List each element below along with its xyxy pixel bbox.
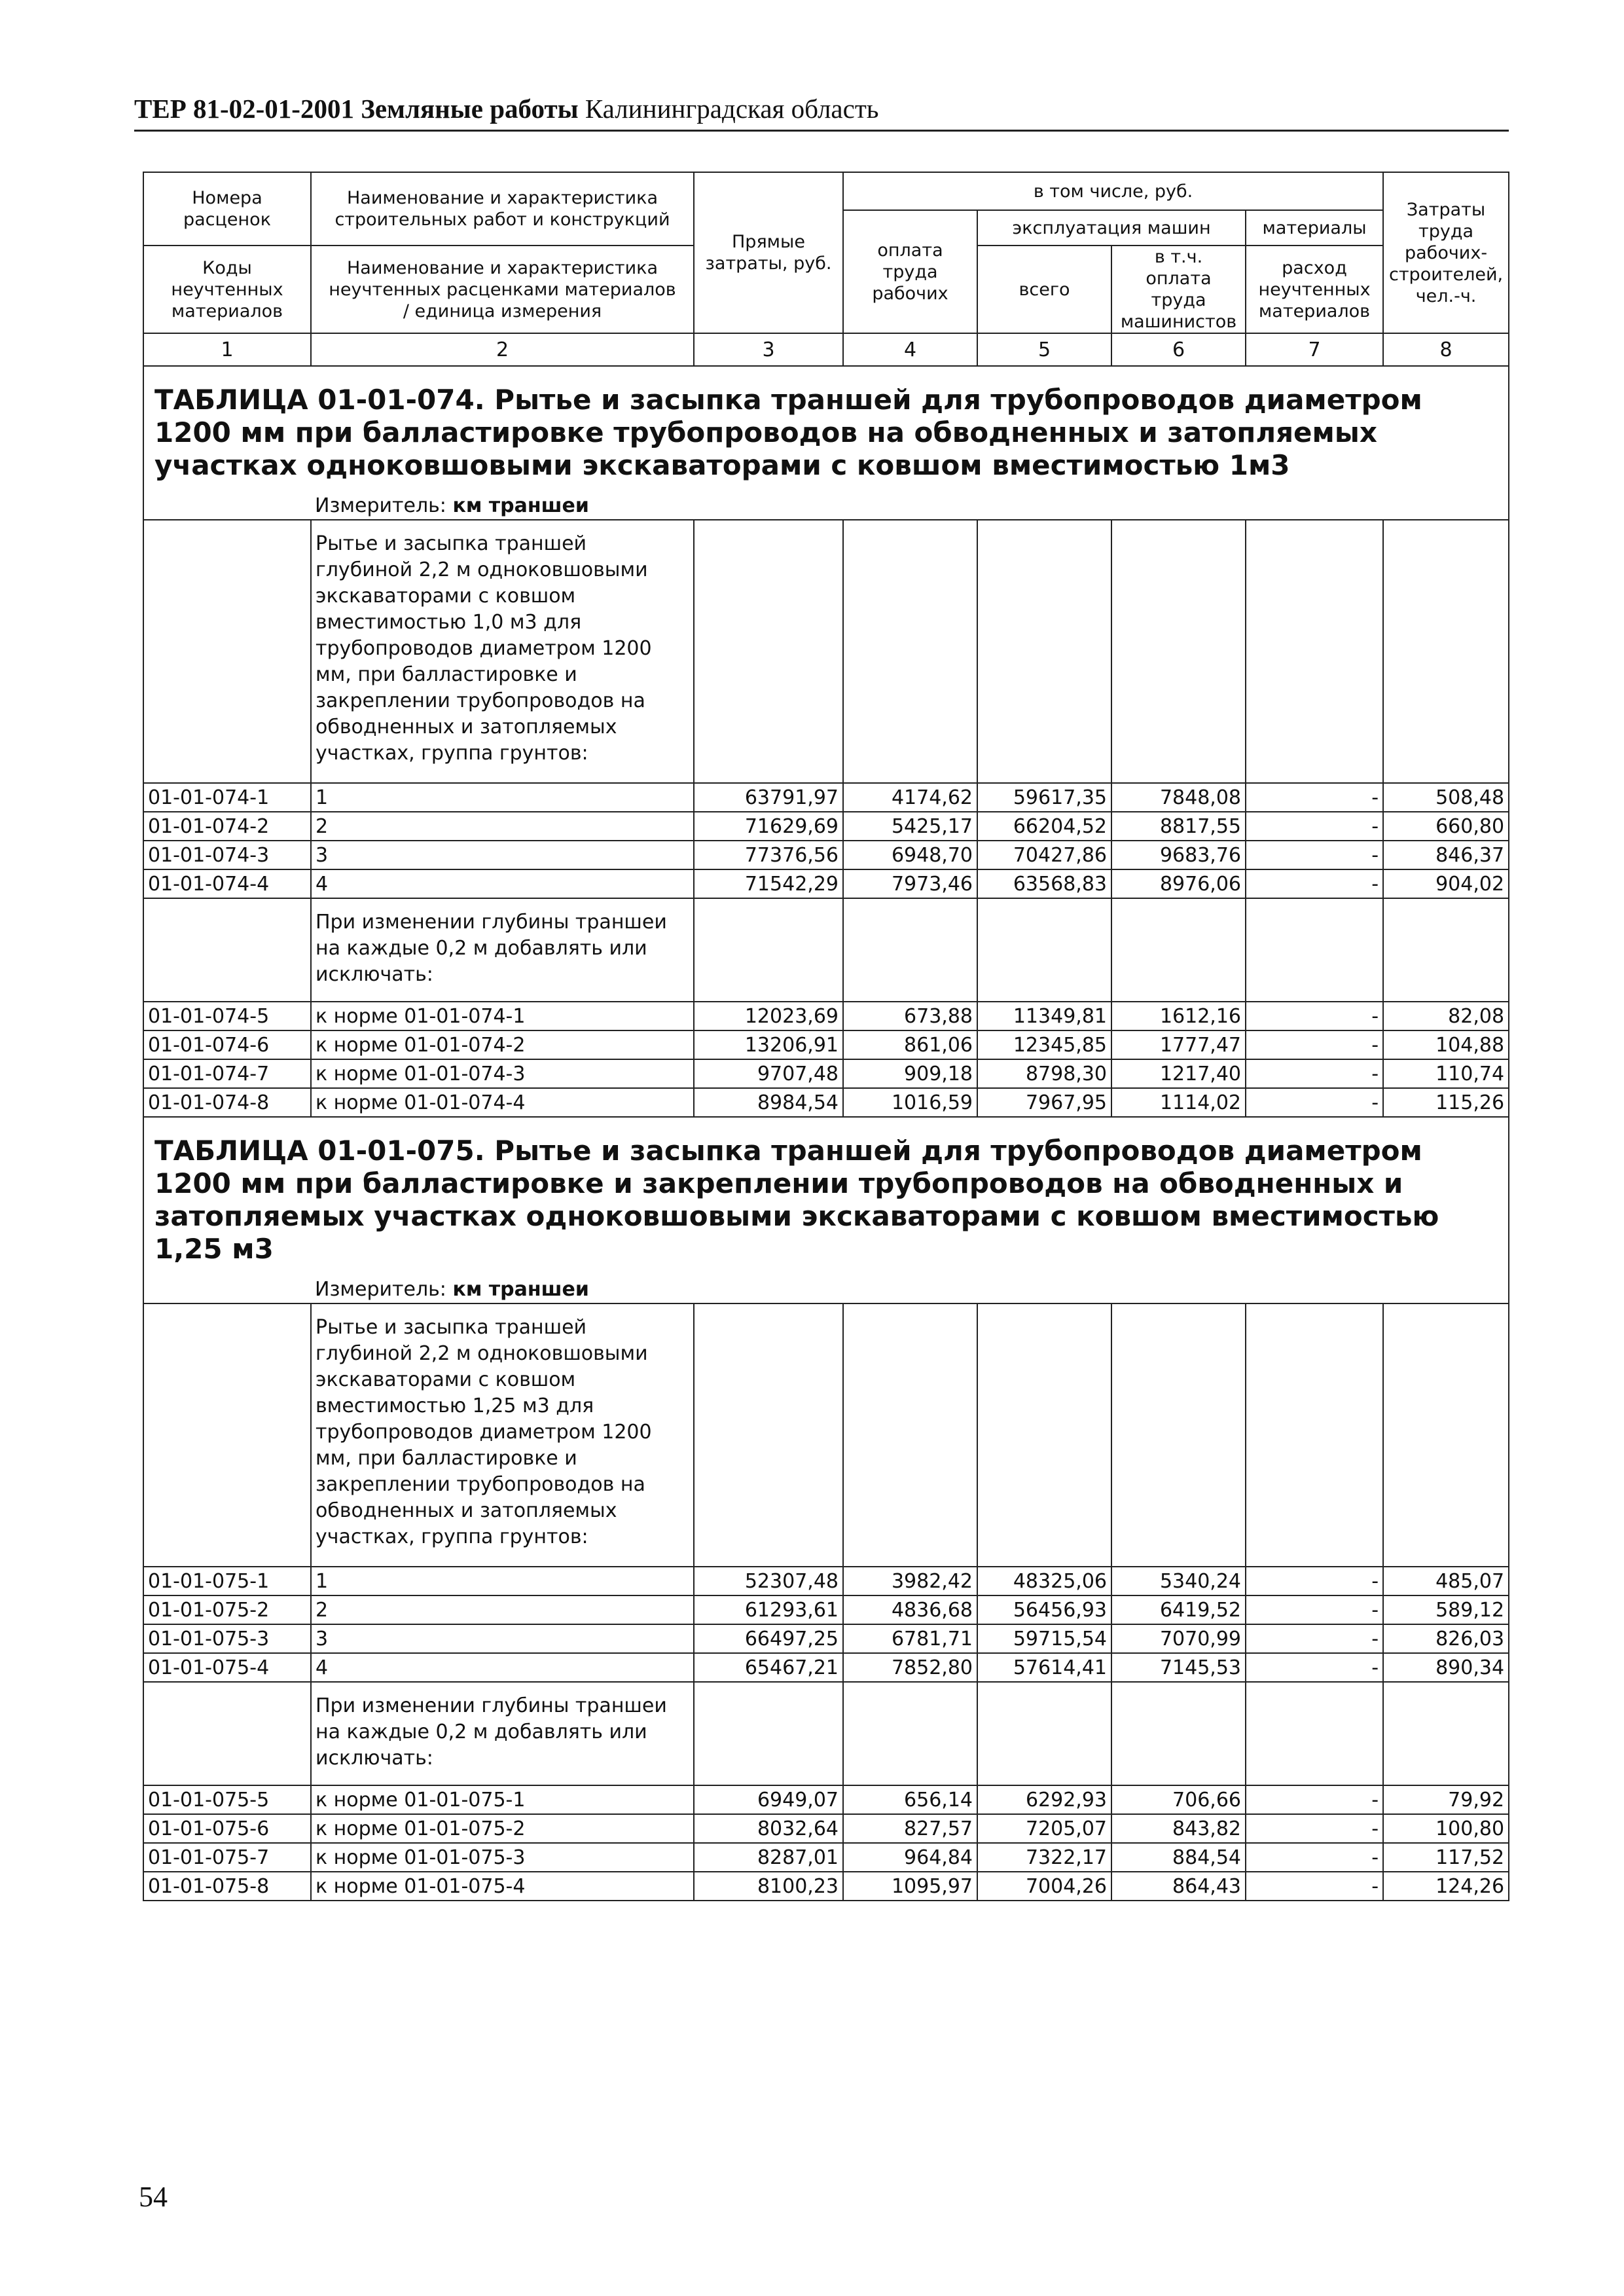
table-row xyxy=(143,1653,1509,1682)
header-labor-costs: Затраты труда рабочих- строителей, чел.-ч. xyxy=(1383,172,1509,333)
soil-group-cell: к норме 01-01-074-2 xyxy=(311,1030,694,1059)
machines-total-cell: 66204,52 xyxy=(977,812,1111,841)
empty-cell xyxy=(843,1303,977,1567)
empty-cell xyxy=(843,520,977,783)
machines-total-cell: 63568,83 xyxy=(977,869,1111,898)
table-title-row xyxy=(143,1117,1509,1275)
direct-costs-cell: 66497,25 xyxy=(694,1624,843,1653)
machinist-wages-cell: 864,43 xyxy=(1111,1872,1246,1901)
document-code-title: ТЕР 81-02-01-2001 Земляные работы xyxy=(134,94,579,124)
rate-code-cell: 01-01-075-3 xyxy=(143,1624,311,1653)
materials-cell: - xyxy=(1246,1843,1383,1872)
table-row xyxy=(143,1088,1509,1117)
materials-cell: - xyxy=(1246,812,1383,841)
rate-code-cell: 01-01-074-7 xyxy=(143,1059,311,1088)
direct-costs-cell: 65467,21 xyxy=(694,1653,843,1682)
machinist-wages-cell: 7145,53 xyxy=(1111,1653,1246,1682)
table-row xyxy=(143,1872,1509,1901)
rate-code-cell: 01-01-075-6 xyxy=(143,1814,311,1843)
measure-value: км траншеи xyxy=(452,1278,589,1301)
column-number: 3 xyxy=(694,333,843,366)
soil-group-cell: к норме 01-01-075-1 xyxy=(311,1785,694,1814)
labor-costs-cell: 660,80 xyxy=(1383,812,1509,841)
header-direct-costs: Прямые затраты, руб. xyxy=(694,172,843,333)
rate-code-cell: 01-01-074-6 xyxy=(143,1030,311,1059)
machinist-wages-cell: 706,66 xyxy=(1111,1785,1246,1814)
rate-code-cell: 01-01-075-5 xyxy=(143,1785,311,1814)
direct-costs-cell: 12023,69 xyxy=(694,1002,843,1030)
direct-costs-cell: 8032,64 xyxy=(694,1814,843,1843)
empty-cell xyxy=(843,898,977,1002)
wages-cell: 4836,68 xyxy=(843,1595,977,1624)
wages-cell: 827,57 xyxy=(843,1814,977,1843)
labor-costs-cell: 508,48 xyxy=(1383,783,1509,812)
direct-costs-cell: 6949,07 xyxy=(694,1785,843,1814)
table-row xyxy=(143,1814,1509,1843)
machines-total-cell: 6292,93 xyxy=(977,1785,1111,1814)
machines-total-cell: 7205,07 xyxy=(977,1814,1111,1843)
table-title: ТАБЛИЦА 01-01-074. Рытье и засыпка траншей для трубопроводов диаметром 1200 мм при балластировке трубопроводов на обводненных и затопляемых участках одноковшовыми экскаваторами с ковшом вместимостью 1м3 xyxy=(143,366,1509,491)
wages-cell: 1095,97 xyxy=(843,1872,977,1901)
soil-group-cell: 2 xyxy=(311,1595,694,1624)
rates-table-body xyxy=(143,172,1509,1901)
column-numbers-row xyxy=(143,333,1509,366)
materials-cell: - xyxy=(1246,783,1383,812)
materials-cell: - xyxy=(1246,1814,1383,1843)
labor-costs-cell: 115,26 xyxy=(1383,1088,1509,1117)
rate-code-cell: 01-01-075-1 xyxy=(143,1567,311,1595)
header-wages: оплата труда рабочих xyxy=(843,210,977,333)
soil-group-cell: 1 xyxy=(311,783,694,812)
empty-cell xyxy=(694,520,843,783)
soil-group-cell: 1 xyxy=(311,1567,694,1595)
measure-value: км траншеи xyxy=(452,494,589,517)
measure-spacer xyxy=(143,491,311,520)
direct-costs-cell: 63791,97 xyxy=(694,783,843,812)
rate-code-cell: 01-01-075-8 xyxy=(143,1872,311,1901)
machinist-wages-cell: 6419,52 xyxy=(1111,1595,1246,1624)
table-row xyxy=(143,1567,1509,1595)
labor-costs-cell: 124,26 xyxy=(1383,1872,1509,1901)
measure-unit xyxy=(311,1275,1509,1303)
empty-cell xyxy=(694,898,843,1002)
measure-row xyxy=(143,1275,1509,1303)
measure-unit xyxy=(311,491,1509,520)
machinist-wages-cell: 1612,16 xyxy=(1111,1002,1246,1030)
machinist-wages-cell: 1114,02 xyxy=(1111,1088,1246,1117)
description-row xyxy=(143,1682,1509,1785)
header-machines: эксплуатация машин xyxy=(977,210,1246,246)
empty-cell xyxy=(977,1682,1111,1785)
table-row xyxy=(143,841,1509,869)
description-row xyxy=(143,898,1509,1002)
machinist-wages-cell: 1217,40 xyxy=(1111,1059,1246,1088)
materials-cell: - xyxy=(1246,1624,1383,1653)
machines-total-cell: 48325,06 xyxy=(977,1567,1111,1595)
wages-cell: 1016,59 xyxy=(843,1088,977,1117)
column-number: 6 xyxy=(1111,333,1246,366)
table-row xyxy=(143,812,1509,841)
description-code-cell xyxy=(143,520,311,783)
direct-costs-cell: 61293,61 xyxy=(694,1595,843,1624)
rate-code-cell: 01-01-074-2 xyxy=(143,812,311,841)
table-row xyxy=(143,1002,1509,1030)
column-number: 7 xyxy=(1246,333,1383,366)
header-material-codes: Коды неучтенных материалов xyxy=(143,246,311,333)
machinist-wages-cell: 5340,24 xyxy=(1111,1567,1246,1595)
empty-cell xyxy=(694,1682,843,1785)
table-row xyxy=(143,1595,1509,1624)
materials-cell: - xyxy=(1246,1785,1383,1814)
machines-total-cell: 57614,41 xyxy=(977,1653,1111,1682)
rate-code-cell: 01-01-075-4 xyxy=(143,1653,311,1682)
soil-group-cell: к норме 01-01-074-3 xyxy=(311,1059,694,1088)
empty-cell xyxy=(1111,1682,1246,1785)
header-work-name: Наименование и характеристика строительных работ и конструкций xyxy=(311,172,694,246)
table-row xyxy=(143,1785,1509,1814)
work-description: При изменении глубины траншеи на каждые 0,2 м добавлять или исключать: xyxy=(311,1682,694,1785)
rate-code-cell: 01-01-075-2 xyxy=(143,1595,311,1624)
wages-cell: 7973,46 xyxy=(843,869,977,898)
wages-cell: 656,14 xyxy=(843,1785,977,1814)
machines-total-cell: 7322,17 xyxy=(977,1843,1111,1872)
soil-group-cell: к норме 01-01-075-2 xyxy=(311,1814,694,1843)
soil-group-cell: 4 xyxy=(311,869,694,898)
machines-total-cell: 59715,54 xyxy=(977,1624,1111,1653)
labor-costs-cell: 100,80 xyxy=(1383,1814,1509,1843)
wages-cell: 964,84 xyxy=(843,1843,977,1872)
description-code-cell xyxy=(143,1303,311,1567)
description-row xyxy=(143,1303,1509,1567)
empty-cell xyxy=(1246,1303,1383,1567)
empty-cell xyxy=(1246,1682,1383,1785)
materials-cell: - xyxy=(1246,1567,1383,1595)
soil-group-cell: 4 xyxy=(311,1653,694,1682)
labor-costs-cell: 826,03 xyxy=(1383,1624,1509,1653)
labor-costs-cell: 890,34 xyxy=(1383,1653,1509,1682)
wages-cell: 7852,80 xyxy=(843,1653,977,1682)
soil-group-cell: к норме 01-01-074-1 xyxy=(311,1002,694,1030)
rate-code-cell: 01-01-074-1 xyxy=(143,783,311,812)
direct-costs-cell: 77376,56 xyxy=(694,841,843,869)
rate-code-cell: 01-01-074-5 xyxy=(143,1002,311,1030)
column-number: 5 xyxy=(977,333,1111,366)
rates-table xyxy=(143,172,1509,1901)
rate-code-cell: 01-01-074-3 xyxy=(143,841,311,869)
machines-total-cell: 8798,30 xyxy=(977,1059,1111,1088)
work-description: Рытье и засыпка траншей глубиной 2,2 м одноковшовыми экскаваторами с ковшом вместимостью 1,25 м3 для трубопроводов диаметром 1200 мм, при балластировке и закреплении трубопроводов на обводненных и затопляемых участках, группа грунтов: xyxy=(311,1303,694,1567)
soil-group-cell: к норме 01-01-075-3 xyxy=(311,1843,694,1872)
labor-costs-cell: 589,12 xyxy=(1383,1595,1509,1624)
document-region: Калининградская область xyxy=(585,94,879,124)
table-row xyxy=(143,869,1509,898)
empty-cell xyxy=(1246,520,1383,783)
wages-cell: 861,06 xyxy=(843,1030,977,1059)
page-number: 54 xyxy=(139,2181,168,2213)
header-materials: материалы xyxy=(1246,210,1383,246)
empty-cell xyxy=(843,1682,977,1785)
direct-costs-cell: 71629,69 xyxy=(694,812,843,841)
materials-cell: - xyxy=(1246,841,1383,869)
machines-total-cell: 56456,93 xyxy=(977,1595,1111,1624)
wages-cell: 6948,70 xyxy=(843,841,977,869)
soil-group-cell: к норме 01-01-074-4 xyxy=(311,1088,694,1117)
machinist-wages-cell: 7848,08 xyxy=(1111,783,1246,812)
machines-total-cell: 59617,35 xyxy=(977,783,1111,812)
empty-cell xyxy=(1383,898,1509,1002)
wages-cell: 4174,62 xyxy=(843,783,977,812)
labor-costs-cell: 117,52 xyxy=(1383,1843,1509,1872)
machinist-wages-cell: 8976,06 xyxy=(1111,869,1246,898)
empty-cell xyxy=(977,898,1111,1002)
machinist-wages-cell: 8817,55 xyxy=(1111,812,1246,841)
empty-cell xyxy=(1383,1303,1509,1567)
labor-costs-cell: 846,37 xyxy=(1383,841,1509,869)
wages-cell: 6781,71 xyxy=(843,1624,977,1653)
machines-total-cell: 70427,86 xyxy=(977,841,1111,869)
work-description: При изменении глубины траншеи на каждые 0,2 м добавлять или исключать: xyxy=(311,898,694,1002)
measure-spacer xyxy=(143,1275,311,1303)
document-header xyxy=(134,92,1509,126)
header-rate-numbers: Номера расценок xyxy=(143,172,311,246)
machinist-wages-cell: 843,82 xyxy=(1111,1814,1246,1843)
direct-costs-cell: 8287,01 xyxy=(694,1843,843,1872)
labor-costs-cell: 82,08 xyxy=(1383,1002,1509,1030)
table-row xyxy=(143,1624,1509,1653)
materials-cell: - xyxy=(1246,1002,1383,1030)
machines-total-cell: 7004,26 xyxy=(977,1872,1111,1901)
soil-group-cell: 2 xyxy=(311,812,694,841)
soil-group-cell: 3 xyxy=(311,841,694,869)
direct-costs-cell: 13206,91 xyxy=(694,1030,843,1059)
labor-costs-cell: 485,07 xyxy=(1383,1567,1509,1595)
soil-group-cell: к норме 01-01-075-4 xyxy=(311,1872,694,1901)
machines-total-cell: 12345,85 xyxy=(977,1030,1111,1059)
rate-code-cell: 01-01-075-7 xyxy=(143,1843,311,1872)
empty-cell xyxy=(977,1303,1111,1567)
materials-cell: - xyxy=(1246,869,1383,898)
machinist-wages-cell: 1777,47 xyxy=(1111,1030,1246,1059)
empty-cell xyxy=(1111,520,1246,783)
machines-total-cell: 7967,95 xyxy=(977,1088,1111,1117)
empty-cell xyxy=(1383,520,1509,783)
table-row xyxy=(143,1059,1509,1088)
column-number: 4 xyxy=(843,333,977,366)
header-machinist-wages: в т.ч. оплата труда машинистов xyxy=(1111,246,1246,333)
machinist-wages-cell: 9683,76 xyxy=(1111,841,1246,869)
measure-label: Измеритель: xyxy=(315,494,453,517)
column-number: 2 xyxy=(311,333,694,366)
table-row xyxy=(143,783,1509,812)
materials-cell: - xyxy=(1246,1653,1383,1682)
empty-cell xyxy=(1111,898,1246,1002)
materials-cell: - xyxy=(1246,1872,1383,1901)
table-title-row xyxy=(143,366,1509,491)
direct-costs-cell: 8984,54 xyxy=(694,1088,843,1117)
empty-cell xyxy=(694,1303,843,1567)
labor-costs-cell: 104,88 xyxy=(1383,1030,1509,1059)
direct-costs-cell: 8100,23 xyxy=(694,1872,843,1901)
empty-cell xyxy=(1383,1682,1509,1785)
direct-costs-cell: 52307,48 xyxy=(694,1567,843,1595)
header-material-name: Наименование и характеристика неучтенных расценками материалов / единица измерения xyxy=(311,246,694,333)
wages-cell: 5425,17 xyxy=(843,812,977,841)
rate-code-cell: 01-01-074-4 xyxy=(143,869,311,898)
header-material-consumption: расход неучтенных материалов xyxy=(1246,246,1383,333)
machinist-wages-cell: 7070,99 xyxy=(1111,1624,1246,1653)
materials-cell: - xyxy=(1246,1595,1383,1624)
empty-cell xyxy=(1246,898,1383,1002)
rate-code-cell: 01-01-074-8 xyxy=(143,1088,311,1117)
table-title: ТАБЛИЦА 01-01-075. Рытье и засыпка траншей для трубопроводов диаметром 1200 мм при балластировке и закреплении трубопроводов на обводненных и затопляемых участках одноковшовыми экскаваторами с ковшом вместимостью 1,25 м3 xyxy=(143,1117,1509,1275)
labor-costs-cell: 79,92 xyxy=(1383,1785,1509,1814)
wages-cell: 673,88 xyxy=(843,1002,977,1030)
header-rule xyxy=(134,130,1509,132)
table-row xyxy=(143,1843,1509,1872)
machinist-wages-cell: 884,54 xyxy=(1111,1843,1246,1872)
column-number: 1 xyxy=(143,333,311,366)
wages-cell: 3982,42 xyxy=(843,1567,977,1595)
measure-row xyxy=(143,491,1509,520)
direct-costs-cell: 9707,48 xyxy=(694,1059,843,1088)
description-code-cell xyxy=(143,1682,311,1785)
empty-cell xyxy=(1111,1303,1246,1567)
direct-costs-cell: 71542,29 xyxy=(694,869,843,898)
description-row xyxy=(143,520,1509,783)
materials-cell: - xyxy=(1246,1030,1383,1059)
description-code-cell xyxy=(143,898,311,1002)
measure-label: Измеритель: xyxy=(315,1278,453,1301)
column-number: 8 xyxy=(1383,333,1509,366)
labor-costs-cell: 904,02 xyxy=(1383,869,1509,898)
header-machines-total: всего xyxy=(977,246,1111,333)
work-description: Рытье и засыпка траншей глубиной 2,2 м одноковшовыми экскаваторами с ковшом вместимостью 1,0 м3 для трубопроводов диаметром 1200 мм, при балластировке и закреплении трубопроводов на обводненных и затопляемых участках, группа грунтов: xyxy=(311,520,694,783)
empty-cell xyxy=(977,520,1111,783)
wages-cell: 909,18 xyxy=(843,1059,977,1088)
materials-cell: - xyxy=(1246,1088,1383,1117)
soil-group-cell: 3 xyxy=(311,1624,694,1653)
header-including: в том числе, руб. xyxy=(843,172,1383,210)
materials-cell: - xyxy=(1246,1059,1383,1088)
table-row xyxy=(143,1030,1509,1059)
machines-total-cell: 11349,81 xyxy=(977,1002,1111,1030)
labor-costs-cell: 110,74 xyxy=(1383,1059,1509,1088)
